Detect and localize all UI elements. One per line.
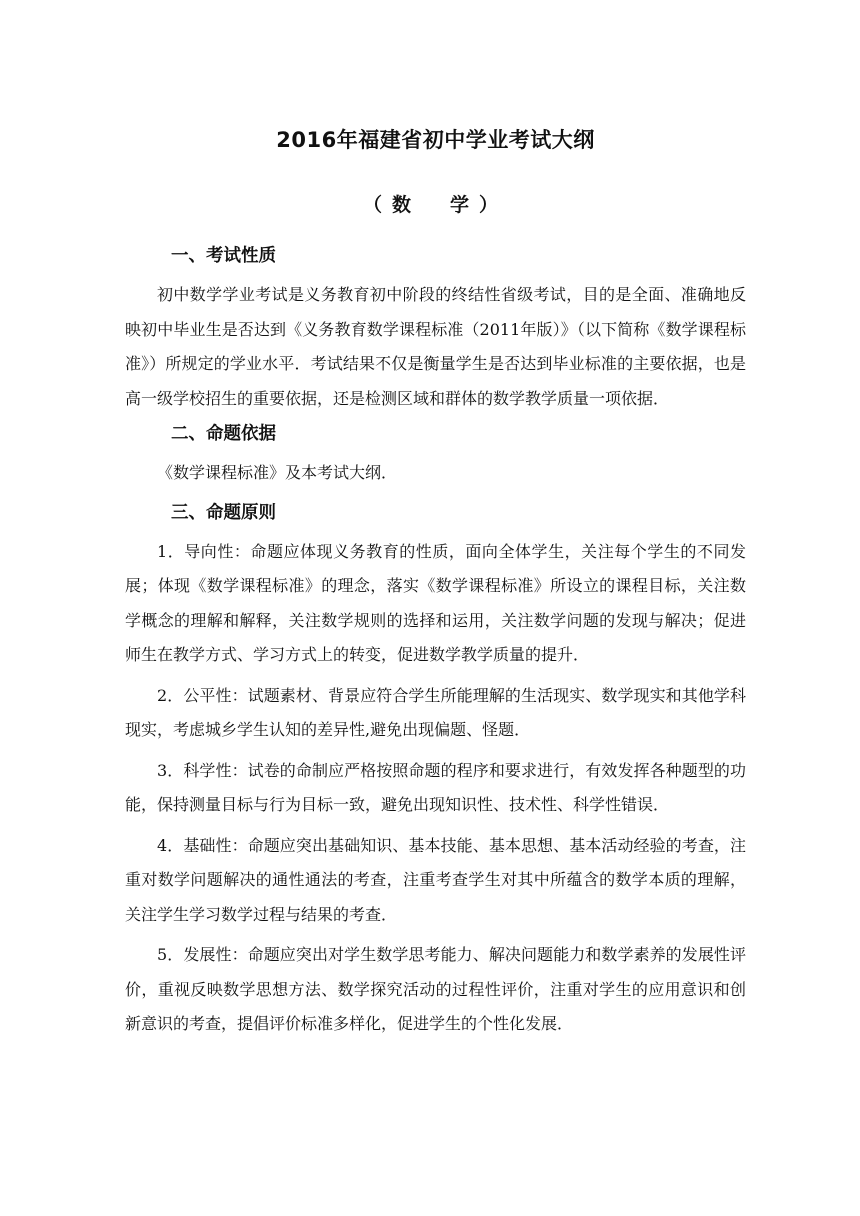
section-principles: [125, 501, 746, 1042]
paragraph-principle-1: 1．导向性：命题应体现义务教育的性质，面向全体学生，关注每个学生的不同发展；体现《数学课程标准》的理念，落实《数学课程标准》所设立的课程目标，关注数学概念的理解和解释，关注数学规则的选择和运用，关注数学问题的发现与解决；促进师生在教学方式、学习方式上的转变，促进数学教学质量的提升．: [125, 541, 746, 664]
paragraph: 《数学课程标准》及本考试大纲．: [157, 463, 398, 482]
section-exam-nature: [125, 244, 746, 416]
section-heading: 二、命题依据: [171, 424, 276, 444]
section-heading: 三、命题原则: [171, 502, 276, 523]
section-basis: [125, 422, 746, 491]
section-heading: 一、考试性质: [171, 246, 276, 266]
paragraph: 初中数学学业考试是义务教育初中阶段的终结性省级考试，目的是全面、准确地反映初中毕业生是否达到《义务教育数学课程标准（2011年版）》（以下简称《数学课程标准》）所规定的学业水平．考试结果不仅是衡量学生是否达到毕业标准的主要依据，也是高一级学校招生的重要依据，还是检测区域和群体的数学教学质量一项依据．: [125, 285, 746, 408]
paragraph-principle-5: 5．发展性：命题应突出对学生数学思考能力、解决问题能力和数学素养的发展性评价，重视反映数学思想方法、数学探究活动的过程性评价，注重对学生的应用意识和创新意识的考查，提倡评价标准多样化，促进学生的个性化发展．: [125, 945, 746, 1033]
paragraph-principle-3: 3．科学性：试卷的命制应严格按照命题的程序和要求进行，有效发挥各种题型的功能，保持测量目标与行为目标一致，避免出现知识性、技术性、科学性错误．: [125, 760, 746, 814]
document-title: 2016年福建省初中学业考试大纲: [276, 128, 595, 152]
document-subtitle: （数 学）: [362, 194, 508, 216]
paragraph-principle-4: 4．基础性：命题应突出基础知识、基本技能、基本思想、基本活动经验的考查，注重对数学问题解决的通性通法的考查，注重考查学生对其中所蕴含的数学本质的理解，关注学生学习数学过程与结果的考查．: [125, 835, 746, 924]
paragraph-principle-2: 2．公平性：试题素材、背景应符合学生所能理解的生活现实、数学现实和其他学科现实，考虑城乡学生认知的差异性,避免出现偏题、怪题．: [125, 685, 746, 739]
